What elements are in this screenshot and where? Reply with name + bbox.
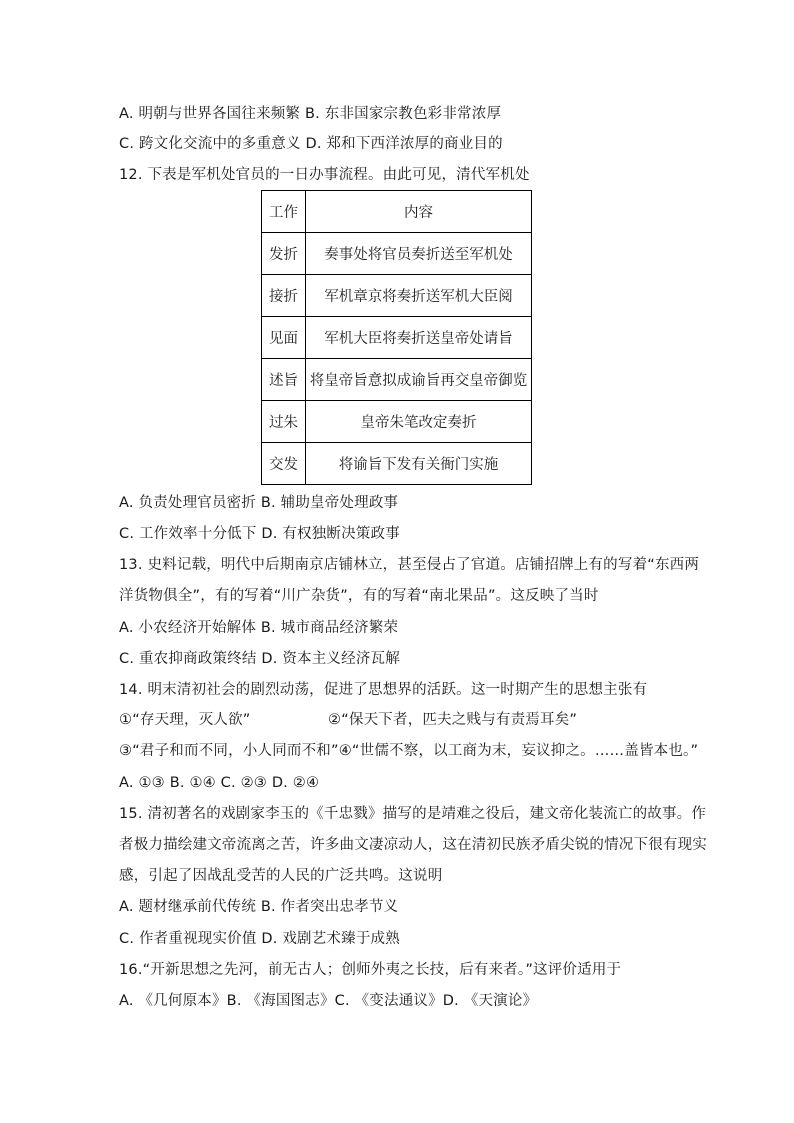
table-row: [262, 275, 532, 317]
table-cell-content: 军机章京将奏折送军机大臣阅: [306, 275, 532, 317]
table-cell-step: 过朱: [262, 401, 306, 443]
q13-options-cd: C. 重农抑商政策终结 D. 资本主义经济瓦解: [119, 651, 400, 667]
q16-options: A. 《几何原本》B. 《海国图志》C. 《变法通议》D. 《天演论》: [119, 993, 538, 1009]
table-cell-step: 发折: [262, 233, 306, 275]
table-header-row: [262, 191, 532, 233]
table-header-cell: 工作: [262, 191, 306, 233]
q12-options-ab: A. 负责处理官员密折 B. 辅助皇帝处理政事: [119, 495, 399, 511]
q14-options: A. ①③ B. ①④ C. ②③ D. ②④: [119, 775, 320, 791]
q14-item-1: ①“存天理，灭人欲”: [119, 712, 251, 728]
q11-options-cd: C. 跨文化交流中的多重意义 D. 郑和下西洋浓厚的商业目的: [119, 136, 503, 152]
table-cell-step: 接折: [262, 275, 306, 317]
table-cell-content: 皇帝朱笔改定奏折: [306, 401, 532, 443]
table-cell-step: 见面: [262, 317, 306, 359]
q15-options-cd: C. 作者重视现实价值 D. 戏剧艺术臻于成熟: [119, 931, 400, 947]
q15-stem-line3: 感，引起了因战乱受苦的人民的广泛共鸣。这说明: [119, 868, 443, 884]
table-row: [262, 233, 532, 275]
q14-item-4: ④“世儒不察，以工商为末，妄议抑之。……盖皆本也。”: [338, 743, 699, 759]
q14-stem: 14. 明末清初社会的剧烈动荡，促进了思想界的活跃。这一时期产生的思想主张有: [119, 682, 648, 698]
q16-stem: 16.“开新思想之先河，前无古人；创师外夷之长技，后有来者。”这评价适用于: [119, 962, 622, 978]
q13-options-ab: A. 小农经济开始解体 B. 城市商品经济繁荣: [119, 620, 399, 636]
table-row: [262, 359, 532, 401]
q15-options-ab: A. 题材继承前代传统 B. 作者突出忠孝节义: [119, 899, 399, 915]
q11-options-ab: A. 明朝与世界各国往来频繁 B. 东非国家宗教色彩非常浓厚: [119, 106, 502, 122]
q14-item-3: ③“君子和而不同，小人同而不和”: [119, 743, 339, 759]
q14-item-3-4: [119, 741, 698, 761]
table-cell-content: 军机大臣将奏折送皇帝处请旨: [306, 317, 532, 359]
q15-stem-line2: 者极力描绘建文帝流离之苦，许多曲文凄凉动人，这在清初民族矛盾尖锐的情况下很有现实: [119, 837, 707, 853]
table-cell-content: 奏事处将官员奏折送至军机处: [306, 233, 532, 275]
table-row: [262, 317, 532, 359]
q12-options-cd: C. 工作效率十分低下 D. 有权独断决策政事: [119, 526, 400, 542]
q14-item-2: ②“保天下者，匹夫之贱与有责焉耳矣”: [328, 712, 578, 728]
q13-stem-line1: 13. 史料记载，明代中后期南京店铺林立，甚至侵占了官道。店铺招牌上有的写着“东西两: [119, 557, 700, 573]
table-cell-step: 述旨: [262, 359, 306, 401]
q13-stem-line2: 洋货物俱全”，有的写着“川广杂货”，有的写着“南北果品”。这反映了当时: [119, 588, 599, 604]
q12-stem: 12. 下表是军机处官员的一日办事流程。由此可见，清代军机处: [119, 167, 530, 183]
table-row: [262, 443, 532, 485]
table-header-cell: 内容: [306, 191, 532, 233]
q12-process-table: [261, 190, 532, 485]
q15-stem-line1: 15. 清初著名的戏剧家李玉的《千忠戮》描写的是靖难之役后，建文帝化装流亡的故事。作: [119, 806, 707, 822]
table-cell-step: 交发: [262, 443, 306, 485]
table-row: [262, 401, 532, 443]
table-cell-content: 将皇帝旨意拟成谕旨再交皇帝御览: [306, 359, 532, 401]
table-cell-content: 将谕旨下发有关衙门实施: [306, 443, 532, 485]
